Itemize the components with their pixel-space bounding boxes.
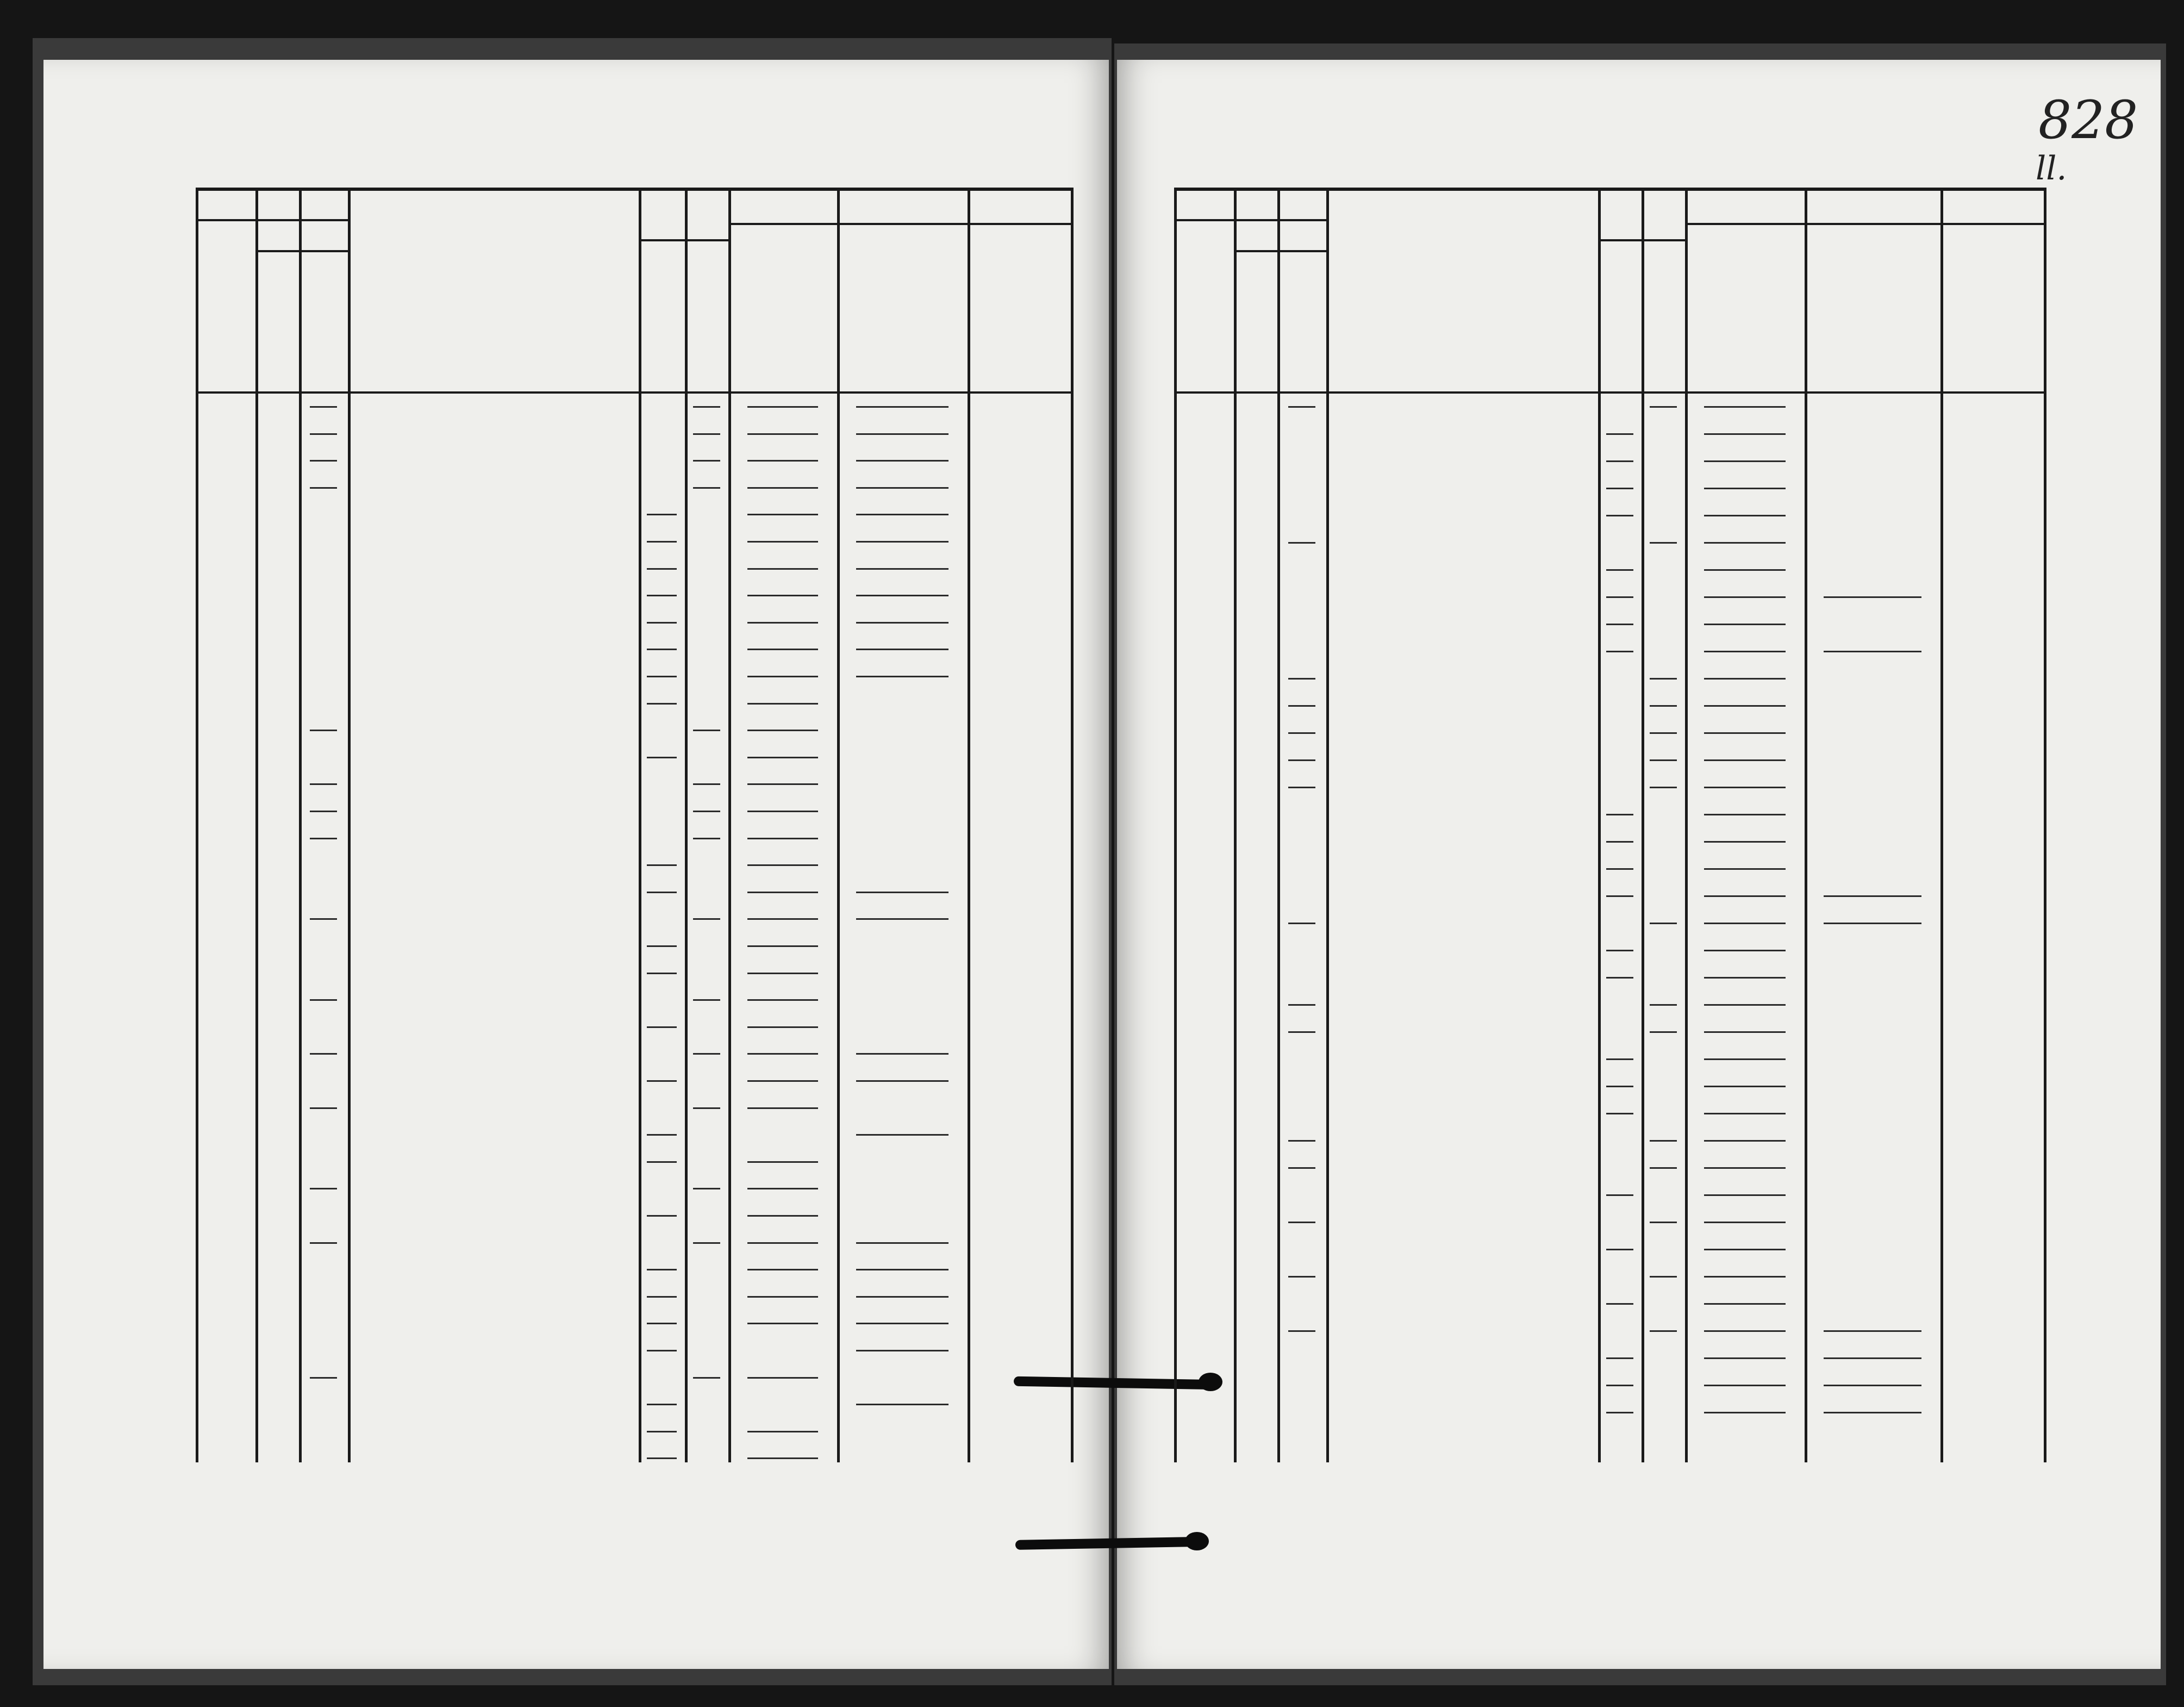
left-empty-dash (693, 783, 720, 785)
right-empty-dash (1606, 651, 1633, 652)
left-empty-dash (310, 433, 337, 435)
right-empty-dash (1704, 1086, 1786, 1087)
left-female-header (303, 256, 344, 489)
left-column-rule (837, 188, 840, 1462)
left-empty-dash (747, 1323, 818, 1324)
right-empty-dash (1704, 732, 1786, 734)
right-empty-dash (1704, 1194, 1786, 1196)
left-empty-dash (747, 1457, 818, 1459)
right-empty-dash (1704, 787, 1786, 788)
left-empty-dash (693, 406, 720, 408)
right-empty-dash (1650, 787, 1677, 788)
left-empty-dash (310, 1188, 337, 1189)
left-empty-dash (747, 1431, 818, 1432)
left-empty-dash (856, 595, 949, 596)
left-empty-dash (310, 1242, 337, 1244)
right-show-rule (1685, 223, 2044, 225)
left-empty-dash (856, 1296, 949, 1298)
right-empty-dash (1704, 1140, 1786, 1142)
right-empty-dash (1288, 406, 1315, 408)
left-empty-dash (747, 1107, 818, 1109)
left-empty-dash (747, 811, 818, 812)
right-empty-dash (1704, 868, 1786, 870)
right-column-rule (1805, 188, 1807, 1462)
right-empty-dash (1606, 1303, 1633, 1305)
left-empty-dash (747, 1026, 818, 1028)
left-empty-dash (693, 1377, 720, 1379)
right-empty-dash (1704, 895, 1786, 897)
right-empty-dash (1606, 569, 1633, 571)
left-empty-dash (747, 487, 818, 489)
left-age-rule (639, 239, 728, 241)
left-column-rule (255, 188, 258, 1462)
left-column-rule (196, 188, 198, 1462)
right-empty-dash (1606, 1194, 1633, 1196)
right-empty-dash (1288, 1167, 1315, 1169)
right-empty-dash (1288, 759, 1315, 761)
left-empty-dash (647, 757, 677, 758)
left-empty-dash (747, 1296, 818, 1298)
left-empty-dash (856, 1242, 949, 1244)
right-empty-dash (1606, 1385, 1633, 1386)
left-empty-dash (856, 1404, 949, 1405)
left-empty-dash (856, 649, 949, 650)
left-column-rule (685, 188, 688, 1462)
left-empty-dash (310, 1377, 337, 1379)
right-empty-dash (1704, 1004, 1786, 1006)
left-empty-dash (856, 1134, 949, 1136)
left-empty-dash (310, 460, 337, 462)
left-empty-dash (647, 595, 677, 596)
left-empty-dash (747, 568, 818, 570)
left-column-rule (348, 188, 351, 1462)
left-age-male-header (643, 247, 681, 487)
right-empty-dash (1704, 678, 1786, 680)
right-empty-dash (1606, 841, 1633, 843)
right-female-header (1282, 256, 1322, 489)
right-column-rule (1174, 188, 1177, 1462)
left-empty-dash (747, 1269, 818, 1270)
left-empty-dash (693, 918, 720, 920)
right-empty-dash (1288, 542, 1315, 544)
left-empty-dash (747, 649, 818, 650)
left-empty-dash (310, 811, 337, 812)
right-empty-dash (1606, 868, 1633, 870)
right-people-sub-rule (1234, 250, 1326, 252)
right-empty-dash (1704, 814, 1786, 815)
left-empty-dash (747, 999, 818, 1001)
left-empty-dash (747, 730, 818, 731)
left-empty-dash (747, 1242, 818, 1244)
right-empty-dash (1824, 923, 1921, 924)
left-empty-dash (747, 541, 818, 543)
right-age-female-header (1646, 247, 1681, 487)
left-empty-dash (747, 1188, 818, 1189)
left-empty-dash (647, 514, 677, 515)
right-empty-dash (1650, 1004, 1677, 1006)
right-empty-dash (1704, 488, 1786, 489)
left-empty-dash (310, 1107, 337, 1109)
right-empty-dash (1288, 787, 1315, 788)
left-empty-dash (647, 568, 677, 570)
right-empty-dash (1704, 1031, 1786, 1033)
left-empty-dash (747, 973, 818, 974)
left-column-rule (639, 188, 641, 1462)
right-column-rule (1326, 188, 1329, 1462)
right-empty-dash (1824, 1330, 1921, 1332)
right-empty-dash (1288, 732, 1315, 734)
folio-number: 828 (2038, 90, 2138, 151)
left-empty-dash (856, 622, 949, 624)
right-empty-dash (1650, 1167, 1677, 1169)
left-empty-dash (647, 1026, 677, 1028)
left-empty-dash (856, 541, 949, 543)
left-empty-dash (647, 973, 677, 974)
binding-knot-bottom (1185, 1532, 1209, 1550)
left-empty-dash (310, 918, 337, 920)
left-empty-dash (647, 1457, 677, 1459)
left-empty-dash (310, 406, 337, 408)
right-empty-dash (1824, 895, 1921, 897)
folio-mark: ll. (2036, 149, 2067, 188)
left-empty-dash (310, 487, 337, 489)
right-empty-dash (1606, 1058, 1633, 1060)
right-empty-dash (1704, 433, 1786, 435)
left-empty-dash (856, 1053, 949, 1055)
right-column-rule (1234, 188, 1237, 1462)
left-empty-dash (647, 1404, 677, 1405)
right-empty-dash (1606, 1357, 1633, 1359)
right-empty-dash (1704, 1357, 1786, 1359)
left-empty-dash (310, 838, 337, 839)
left-empty-dash (647, 676, 677, 677)
right-empty-dash (1606, 950, 1633, 951)
left-empty-dash (647, 1350, 677, 1351)
right-empty-dash (1650, 678, 1677, 680)
left-empty-dash (647, 541, 677, 543)
right-age-rule (1598, 239, 1685, 241)
left-empty-dash (647, 864, 677, 866)
left-empty-dash (693, 487, 720, 489)
left-empty-dash (747, 918, 818, 920)
right-empty-dash (1824, 1412, 1921, 1413)
left-top-rule (196, 188, 1071, 191)
right-empty-dash (1704, 923, 1786, 924)
right-page (1117, 60, 2161, 1669)
left-empty-dash (647, 1134, 677, 1136)
right-column-rule (1598, 188, 1601, 1462)
right-empty-dash (1650, 923, 1677, 924)
right-empty-dash (1704, 515, 1786, 516)
left-empty-dash (647, 1215, 677, 1217)
left-empty-dash (647, 622, 677, 624)
right-empty-dash (1606, 1086, 1633, 1087)
right-empty-dash (1650, 732, 1677, 734)
left-column-rule (1071, 188, 1074, 1462)
left-male-header (260, 256, 295, 489)
left-people-rule (196, 219, 348, 221)
right-empty-dash (1704, 1249, 1786, 1250)
right-empty-dash (1650, 759, 1677, 761)
left-empty-dash (747, 1161, 818, 1163)
left-empty-dash (747, 433, 818, 435)
left-empty-dash (747, 406, 818, 408)
left-empty-dash (693, 460, 720, 462)
right-empty-dash (1704, 542, 1786, 544)
left-column-rule (299, 188, 302, 1462)
left-empty-dash (647, 649, 677, 650)
right-empty-dash (1606, 460, 1633, 462)
right-age-male-header (1602, 247, 1637, 487)
left-empty-dash (310, 783, 337, 785)
right-empty-dash (1288, 705, 1315, 707)
right-empty-dash (1650, 1276, 1677, 1278)
left-empty-dash (747, 514, 818, 515)
left-empty-dash (856, 1080, 949, 1082)
left-empty-dash (647, 1269, 677, 1270)
left-age-female-header (689, 247, 724, 487)
left-empty-dash (310, 999, 337, 1001)
right-empty-dash (1606, 596, 1633, 598)
right-empty-dash (1288, 1276, 1315, 1278)
right-empty-dash (1704, 624, 1786, 625)
left-empty-dash (747, 838, 818, 839)
right-empty-dash (1650, 1031, 1677, 1033)
right-empty-dash (1704, 1330, 1786, 1332)
right-empty-dash (1288, 923, 1315, 924)
right-empty-dash (1650, 705, 1677, 707)
right-empty-dash (1288, 1222, 1315, 1223)
right-empty-dash (1606, 488, 1633, 489)
right-empty-dash (1704, 977, 1786, 979)
right-empty-dash (1606, 1412, 1633, 1413)
left-empty-dash (747, 1377, 818, 1379)
right-empty-dash (1824, 1385, 1921, 1386)
left-empty-dash (647, 892, 677, 893)
right-column-rule (2044, 188, 2046, 1462)
left-empty-dash (747, 460, 818, 462)
right-empty-dash (1824, 1357, 1921, 1359)
left-page (43, 60, 1109, 1669)
right-empty-dash (1288, 1004, 1315, 1006)
right-empty-dash (1704, 1276, 1786, 1278)
right-empty-dash (1606, 624, 1633, 625)
right-empty-dash (1704, 569, 1786, 571)
left-empty-dash (647, 1296, 677, 1298)
left-empty-dash (747, 1215, 818, 1217)
left-empty-dash (693, 838, 720, 839)
left-empty-dash (856, 676, 949, 677)
left-empty-dash (647, 945, 677, 947)
left-empty-dash (747, 864, 818, 866)
left-empty-dash (856, 918, 949, 920)
left-empty-dash (747, 783, 818, 785)
right-empty-dash (1704, 1385, 1786, 1386)
right-empty-dash (1606, 977, 1633, 979)
right-empty-dash (1704, 1222, 1786, 1223)
right-top-rule (1174, 188, 2044, 191)
left-empty-dash (647, 1080, 677, 1082)
right-empty-dash (1650, 1222, 1677, 1223)
right-empty-dash (1288, 1140, 1315, 1142)
left-empty-dash (856, 487, 949, 489)
right-empty-dash (1704, 759, 1786, 761)
right-column-rule (1642, 188, 1644, 1462)
right-male-header (1238, 256, 1273, 489)
left-empty-dash (693, 1242, 720, 1244)
left-empty-dash (647, 1323, 677, 1324)
right-empty-dash (1704, 406, 1786, 408)
right-empty-dash (1824, 596, 1921, 598)
left-empty-dash (693, 999, 720, 1001)
left-empty-dash (693, 811, 720, 812)
left-empty-dash (693, 1188, 720, 1189)
right-empty-dash (1704, 596, 1786, 598)
left-empty-dash (747, 892, 818, 893)
binding-knot-top (1199, 1373, 1222, 1391)
left-empty-dash (856, 892, 949, 893)
right-empty-dash (1606, 1113, 1633, 1114)
left-show-rule (728, 223, 1071, 225)
right-empty-dash (1704, 1113, 1786, 1114)
left-empty-dash (747, 703, 818, 705)
left-empty-dash (856, 568, 949, 570)
right-empty-dash (1704, 1167, 1786, 1169)
right-people-rule (1174, 219, 1326, 221)
right-empty-dash (1288, 1330, 1315, 1332)
left-empty-dash (856, 433, 949, 435)
right-empty-dash (1606, 814, 1633, 815)
right-empty-dash (1650, 1330, 1677, 1332)
right-empty-dash (1606, 515, 1633, 516)
left-empty-dash (747, 676, 818, 677)
left-empty-dash (856, 406, 949, 408)
left-empty-dash (856, 1350, 949, 1351)
left-empty-dash (856, 514, 949, 515)
right-empty-dash (1606, 1249, 1633, 1250)
left-column-rule (728, 188, 731, 1462)
left-empty-dash (310, 730, 337, 731)
left-empty-dash (647, 1431, 677, 1432)
right-empty-dash (1288, 1031, 1315, 1033)
left-empty-dash (856, 460, 949, 462)
left-people-sub-rule (255, 250, 348, 252)
left-households-header (212, 264, 245, 443)
left-empty-dash (693, 1053, 720, 1055)
right-empty-dash (1650, 1140, 1677, 1142)
right-empty-dash (1824, 651, 1921, 652)
left-empty-dash (647, 703, 677, 705)
left-empty-dash (747, 595, 818, 596)
right-empty-dash (1704, 950, 1786, 951)
left-empty-dash (693, 1107, 720, 1109)
right-empty-dash (1704, 1412, 1786, 1413)
right-empty-dash (1288, 678, 1315, 680)
left-empty-dash (856, 1323, 949, 1324)
right-column-rule (1277, 188, 1280, 1462)
left-empty-dash (856, 1269, 949, 1270)
right-empty-dash (1606, 433, 1633, 435)
left-empty-dash (747, 1053, 818, 1055)
left-empty-dash (647, 1161, 677, 1163)
right-empty-dash (1704, 705, 1786, 707)
right-empty-dash (1704, 1058, 1786, 1060)
right-empty-dash (1704, 841, 1786, 843)
left-empty-dash (693, 433, 720, 435)
right-column-rule (1940, 188, 1943, 1462)
left-empty-dash (747, 757, 818, 758)
left-empty-dash (747, 1080, 818, 1082)
left-empty-dash (747, 622, 818, 624)
right-households-header (1190, 264, 1223, 443)
right-empty-dash (1606, 895, 1633, 897)
right-empty-dash (1704, 1303, 1786, 1305)
left-empty-dash (693, 730, 720, 731)
left-empty-dash (310, 1053, 337, 1055)
left-empty-dash (747, 945, 818, 947)
right-empty-dash (1650, 406, 1677, 408)
right-empty-dash (1704, 460, 1786, 462)
right-empty-dash (1650, 542, 1677, 544)
left-column-rule (968, 188, 970, 1462)
right-column-rule (1685, 188, 1688, 1462)
right-empty-dash (1704, 651, 1786, 652)
